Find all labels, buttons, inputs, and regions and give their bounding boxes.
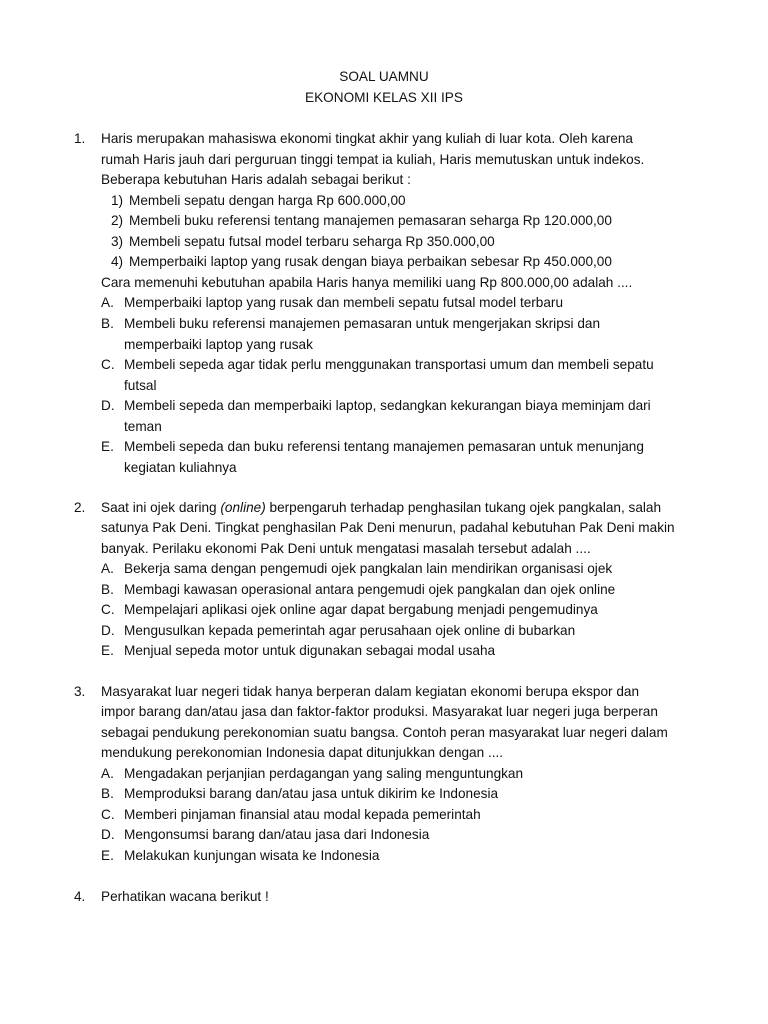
option-text: memperbaiki laptop yang rusak: [124, 336, 313, 352]
need-text: Membeli sepatu futsal model terbaru seharga Rp 350.000,00: [129, 234, 495, 249]
text-segment: berpengaruh terhadap penghasilan tukang ojek pangkalan, salah: [265, 500, 662, 515]
question-text-line: impor barang dan/atau jasa dan faktor-faktor produksi. Masyarakat luar negeri juga berperan: [101, 704, 658, 719]
option-text: futsal: [124, 377, 157, 393]
need-number: 4): [111, 254, 124, 269]
italic-term: (online): [220, 500, 266, 515]
text-segment: Saat ini ojek daring: [101, 500, 221, 515]
question-text-line: Haris merupakan mahasiswa ekonomi tingkat akhir yang kuliah di luar kota. Oleh karena: [101, 131, 633, 146]
need-text: Membeli buku referensi tentang manajemen pemasaran seharga Rp 120.000,00: [129, 213, 612, 228]
need-item: [111, 252, 612, 273]
option-letter: E.: [101, 643, 114, 658]
need-item: [111, 191, 406, 212]
question-text-line: Masyarakat luar negeri tidak hanya berperan dalam kegiatan ekonomi berupa ekspor dan: [101, 684, 640, 699]
option-letter: B.: [101, 316, 114, 331]
need-text: Membeli sepatu dengan harga Rp 600.000,00: [129, 193, 406, 208]
option-text: Membeli sepeda dan buku referensi tentang manajemen pemasaran untuk menunjang: [124, 439, 644, 454]
option-text: Mengusulkan kepada pemerintah agar perusahaan ojek online di bubarkan: [124, 623, 576, 638]
option-letter: E.: [101, 439, 114, 454]
exam-title: SOAL UAMNU: [339, 69, 429, 84]
option-text: Mengonsumsi barang dan/atau jasa dari Indonesia: [124, 827, 430, 842]
question-number: 2.: [74, 500, 86, 515]
option-text: Memberi pinjaman finansial atau modal kepada pemerintah: [124, 807, 481, 822]
option-letter: C.: [101, 807, 115, 822]
option-text: Membeli buku referensi manajemen pemasaran untuk mengerjakan skripsi dan: [124, 316, 601, 331]
exam-subtitle: EKONOMI KELAS XII IPS: [305, 90, 463, 105]
option-text: Membagi kawasan operasional antara pengemudi ojek pangkalan dan ojek online: [124, 582, 616, 597]
need-text: Memperbaiki laptop yang rusak dengan biaya perbaikan sebesar Rp 450.000,00: [129, 254, 612, 269]
option-text: teman: [124, 418, 162, 434]
need-item: [111, 232, 495, 253]
option-text: Melakukan kunjungan wisata ke Indonesia: [124, 848, 380, 863]
option-letter: E.: [101, 848, 114, 863]
question-text-line: [101, 498, 701, 519]
option-letter: D.: [101, 398, 115, 413]
question-number: 4.: [74, 889, 86, 904]
need-number: 3): [111, 234, 124, 249]
option-letter: C.: [101, 357, 115, 372]
question-text-line: Beberapa kebutuhan Haris adalah sebagai berikut :: [101, 172, 411, 187]
option-text: Memperbaiki laptop yang rusak dan membeli sepatu futsal model terbaru: [124, 295, 564, 310]
question-text-line: banyak. Perilaku ekonomi Pak Deni untuk mengatasi masalah tersebut adalah ....: [101, 541, 591, 556]
option-text: Membeli sepeda agar tidak perlu menggunakan transportasi umum dan membeli sepatu: [124, 357, 654, 372]
question-text-line: sebagai pendukung perekonomian suatu bangsa. Contoh peran masyarakat luar negeri dalam: [101, 725, 668, 740]
option-text: Bekerja sama dengan pengemudi ojek pangkalan lain mendirikan organisasi ojek: [124, 561, 613, 576]
question-text-line: rumah Haris jauh dari perguruan tinggi tempat ia kuliah, Haris memutuskan untuk indekos.: [101, 152, 645, 167]
need-number: 1): [111, 193, 124, 208]
question-number: 3.: [74, 684, 86, 699]
need-item: [111, 211, 612, 232]
option-letter: A.: [101, 295, 114, 310]
option-text: Mengadakan perjanjian perdagangan yang saling menguntungkan: [124, 766, 524, 781]
question-text-line: Perhatikan wacana berikut !: [101, 889, 269, 904]
option-letter: A.: [101, 766, 114, 781]
option-text: Mempelajari aplikasi ojek online agar dapat bergabung menjadi pengemudinya: [124, 602, 598, 617]
option-letter: B.: [101, 582, 114, 597]
question-prompt: Cara memenuhi kebutuhan apabila Haris hanya memiliki uang Rp 800.000,00 adalah ....: [101, 275, 633, 290]
need-number: 2): [111, 213, 124, 228]
question-text-line: satunya Pak Deni. Tingkat penghasilan Pak Deni menurun, padahal kebutuhan Pak Deni makin: [101, 520, 675, 535]
option-text: Membeli sepeda dan memperbaiki laptop, sedangkan kekurangan biaya meminjam dari: [124, 398, 651, 413]
option-text: Memproduksi barang dan/atau jasa untuk dikirim ke Indonesia: [124, 786, 499, 801]
option-letter: C.: [101, 602, 115, 617]
option-text: kegiatan kuliahnya: [124, 459, 237, 475]
option-text: Menjual sepeda motor untuk digunakan sebagai modal usaha: [124, 643, 496, 658]
option-letter: B.: [101, 786, 114, 801]
option-letter: D.: [101, 827, 115, 842]
option-letter: A.: [101, 561, 114, 576]
question-text-line: mendukung perekonomian Indonesia dapat ditunjukkan dengan ....: [101, 745, 504, 760]
option-letter: D.: [101, 623, 115, 638]
question-number: 1.: [74, 131, 86, 146]
